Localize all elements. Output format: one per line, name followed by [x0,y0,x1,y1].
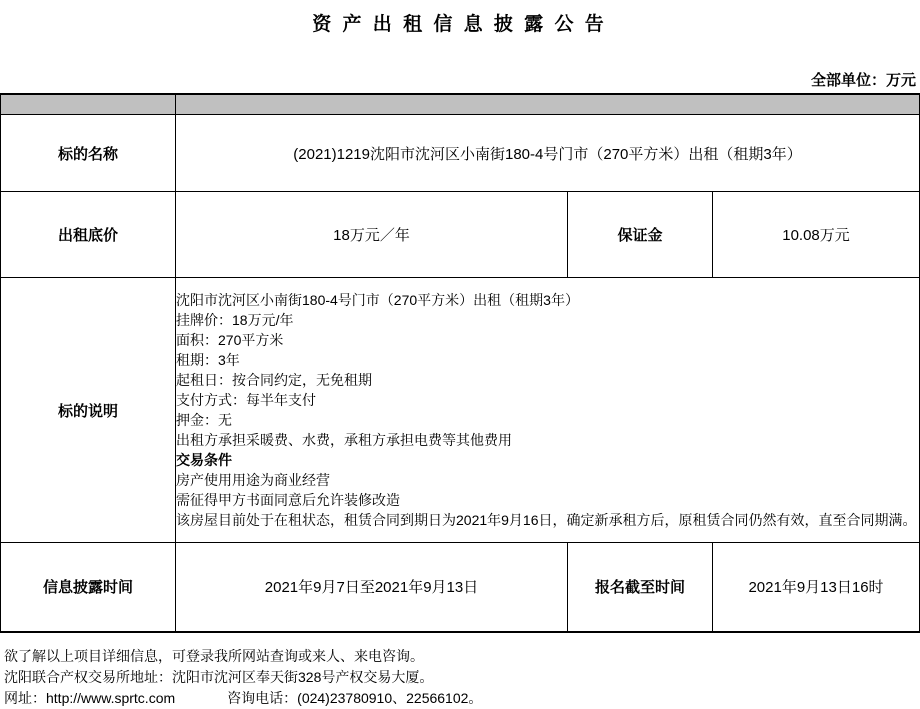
description-label: 标的说明 [1,278,176,543]
subject-name-label: 标的名称 [1,115,176,192]
header-cell-right [176,94,920,115]
registration-deadline-label: 报名截至时间 [568,543,713,632]
description-line: 挂牌价：18万元/年 [176,312,294,328]
disclosure-time-label: 信息披露时间 [1,543,176,632]
description-line: 交易条件 [176,452,232,468]
registration-deadline-value: 2021年9月13日16时 [713,543,920,632]
description-line: 沈阳市沈河区小南街180-4号门市（270平方米）出租（租期3年） [176,292,579,308]
disclosure-table [0,93,920,633]
description-line: 起租日：按合同约定，无免租期 [176,372,372,388]
footer-website: 网址：http://www.sprtc.com [4,689,176,706]
footer [0,646,919,709]
unit-note: 全部单位：万元 [810,72,916,89]
base-price-value: 18万元／年 [176,192,568,278]
table-header-row [1,94,920,115]
description-line: 押金：无 [176,412,232,428]
base-price-label: 出租底价 [1,192,176,278]
description-row [1,278,920,543]
footer-line-contact [4,688,919,709]
header-cell-left [1,94,176,115]
footer-phone: 咨询电话：(024)23780910、22566102。 [227,689,483,706]
description-line: 面积：270平方米 [176,332,284,348]
footer-line-info: 欲了解以上项目详细信息，可登录我所网站查询或来人、来电咨询。 [4,647,424,664]
page-title: 资 产 出 租 信 息 披 露 公 告 [312,14,607,35]
subject-name-row [1,115,920,192]
deposit-value: 10.08万元 [713,192,920,278]
description-line: 该房屋目前处于在租状态，租赁合同到期日为2021年9月16日，确定新承租方后，原租赁合同仍然有效，直至合同期满。 [176,512,917,528]
footer-line-address: 沈阳联合产权交易所地址：沈阳市沈河区奉天街328号产权交易大厦。 [4,668,434,685]
description-line: 支付方式：每半年支付 [176,392,316,408]
price-row [1,192,920,278]
description-line: 需征得甲方书面同意后允许装修改造 [176,492,400,508]
subject-name-value: (2021)1219沈阳市沈河区小南街180-4号门市（270平方米）出租（租期3年） [176,115,920,192]
description-content [176,278,920,543]
description-line: 房产使用用途为商业经营 [176,472,330,488]
disclosure-time-value: 2021年9月7日至2021年9月13日 [176,543,568,632]
deposit-label: 保证金 [568,192,713,278]
description-line: 出租方承担采暖费、水费，承租方承担电费等其他费用 [176,432,512,448]
description-line: 租期：3年 [176,352,240,368]
time-row [1,543,920,632]
